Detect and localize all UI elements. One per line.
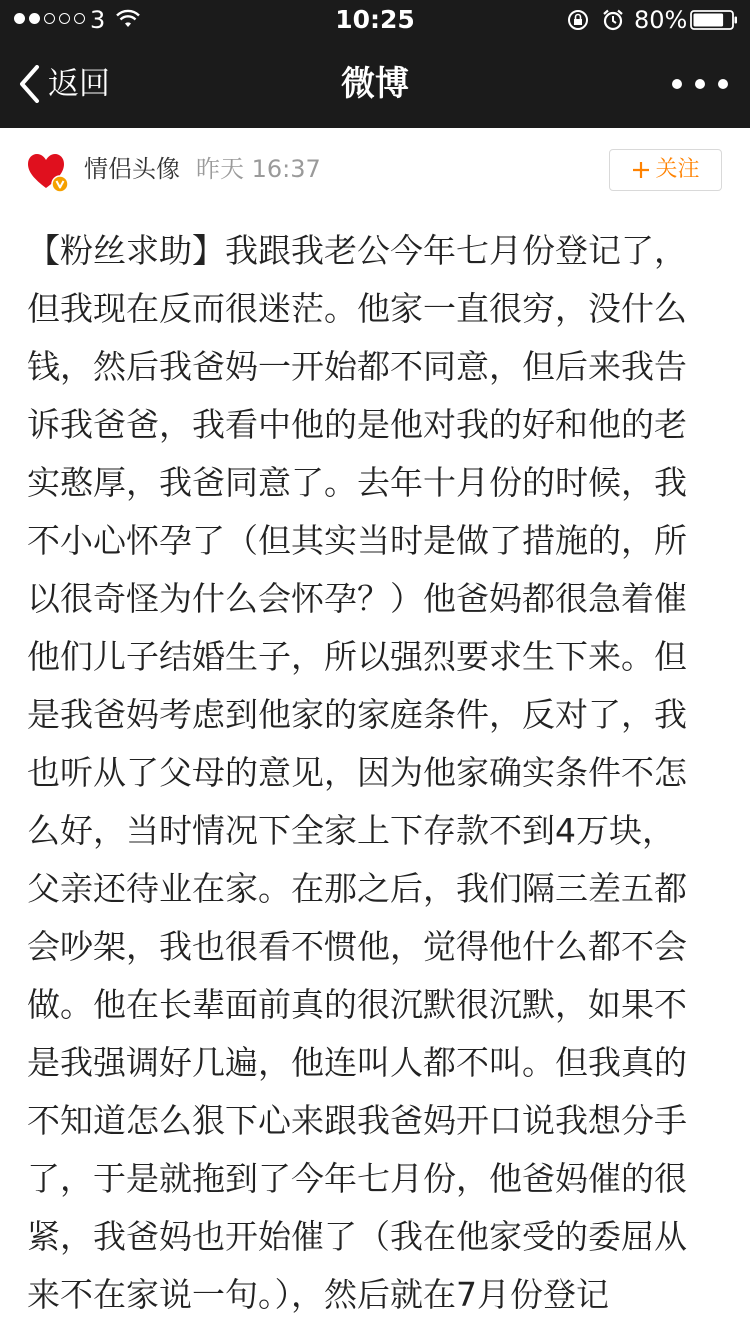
plus-icon <box>631 160 651 180</box>
status-bar <box>0 0 750 40</box>
avatar-heart-icon[interactable] <box>26 150 70 194</box>
post-text-line: 钱，然后我爸妈一开始都不同意，但后来我告 <box>27 347 687 386</box>
post-text-line: 诉我爸爸，我看中他的是他对我的好和他的老 <box>27 405 687 444</box>
follow-button[interactable] <box>609 149 722 191</box>
post-text-line: 是我强调好几遍，他连叫人都不叫。但我真的 <box>27 1043 687 1082</box>
more-options-button[interactable] <box>672 70 728 98</box>
more-dot-icon <box>718 79 728 89</box>
post-text-line: 做。他在长辈面前真的很沉默很沉默，如果不 <box>27 985 687 1024</box>
nav-bar <box>0 40 750 128</box>
status-time: 10:25 <box>335 5 415 34</box>
post-text-line: 么好，当时情况下全家上下存款不到4万块， <box>27 811 675 850</box>
post-text-line: 【粉丝求助】我跟我老公今年七月份登记了， <box>27 231 687 270</box>
post-text-line: 不知道怎么狠下心来跟我爸妈开口说我想分手 <box>27 1101 687 1140</box>
post-text-line: 来不在家说一句。），然后就在7月份登记 <box>27 1275 609 1314</box>
more-dot-icon <box>695 79 705 89</box>
post-text-line: 他们儿子结婚生子，所以强烈要求生下来。但 <box>27 637 687 676</box>
back-label: 返回 <box>48 66 110 102</box>
author-name[interactable]: 情侣头像 <box>84 155 180 183</box>
battery-level-fill <box>694 14 724 27</box>
follow-label: 关注 <box>655 157 700 182</box>
more-dot-icon <box>672 79 682 89</box>
post-text-line: 父亲还待业在家。在那之后，我们隔三差五都 <box>27 869 687 908</box>
post-text-line: 但我现在反而很迷茫。他家一直很穷，没什么 <box>27 289 687 328</box>
post-text-line: 是我爸妈考虑到他家的家庭条件，反对了，我 <box>27 695 687 734</box>
post-text-line: 会吵架，我也很看不惯他，觉得他什么都不会 <box>27 927 687 966</box>
post-timestamp: 昨天 16:37 <box>196 155 321 183</box>
battery-percent: 80% <box>634 6 688 34</box>
post-text-line: 也听从了父母的意见，因为他家确实条件不怎 <box>27 753 687 792</box>
page-title: 微博 <box>341 64 409 104</box>
battery-icon <box>690 10 738 30</box>
alarm-icon <box>601 8 625 32</box>
post-text-line: 不小心怀孕了（但其实当时是做了措施的，所 <box>27 521 687 560</box>
carrier-name: 3 <box>90 6 106 34</box>
rotation-lock-icon <box>566 8 590 32</box>
post-text-line: 紧，我爸妈也开始催了（我在他家受的委屈从 <box>27 1217 687 1256</box>
post-text-line: 以很奇怪为什么会怀孕？）他爸妈都很急着催 <box>27 579 687 618</box>
post-header <box>0 128 750 212</box>
back-button[interactable] <box>18 62 110 106</box>
chevron-left-icon <box>18 65 40 103</box>
post-text-line: 了，于是就拖到了今年七月份，他爸妈催的很 <box>27 1159 687 1198</box>
post-content <box>27 222 727 1324</box>
post-text-line: 实憨厚，我爸同意了。去年十月份的时候，我 <box>27 463 687 502</box>
